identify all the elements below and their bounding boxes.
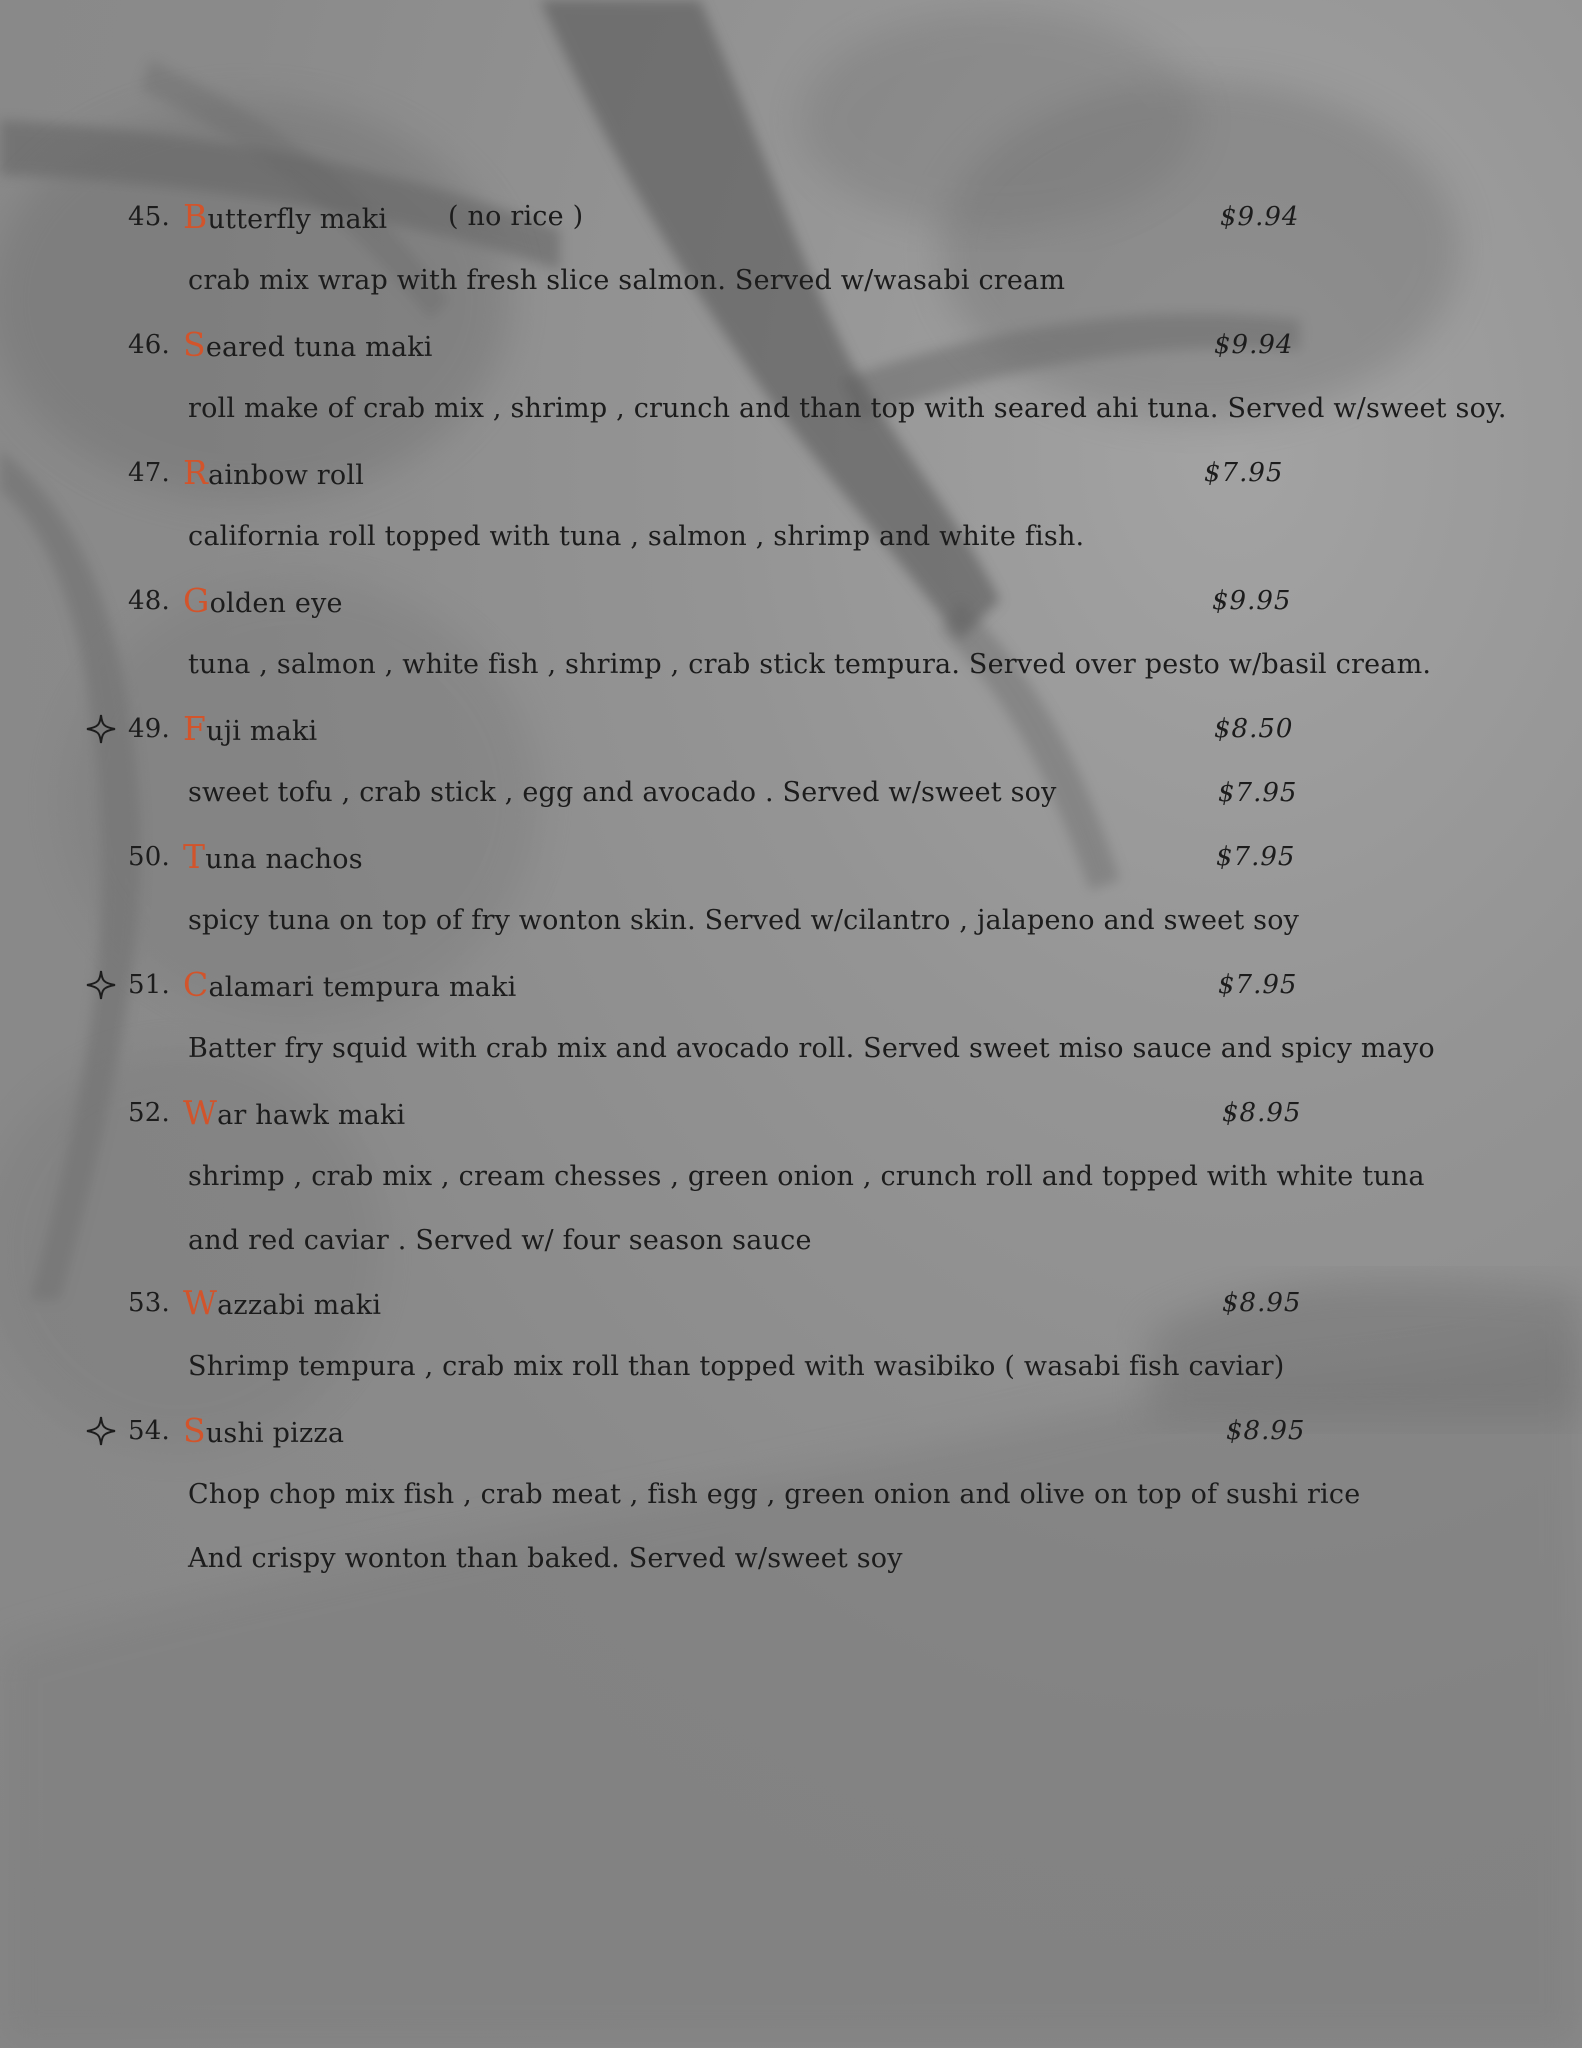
item-price: $9.95	[1212, 586, 1292, 616]
item-name-rest: ushi pizza	[205, 1418, 345, 1449]
item-number: 52.	[128, 1098, 170, 1128]
item-price: $9.94	[1220, 202, 1300, 232]
item-name	[183, 965, 517, 1005]
item-description: tuna , salmon , white fish , shrimp , crab stick tempura. Served over pesto w/basil cream.	[188, 649, 1432, 680]
item-number: 46.	[128, 330, 170, 360]
item-name-rest: ar hawk maki	[217, 1100, 406, 1131]
item-name-rest: una nachos	[205, 844, 363, 875]
item-price: $8.95	[1222, 1288, 1302, 1318]
item-number: 51.	[128, 970, 170, 1000]
item-initial: W	[183, 1093, 218, 1132]
item-price: $8.50	[1214, 714, 1294, 744]
item-name-rest: alamari tempura maki	[208, 972, 517, 1003]
item-initial: S	[183, 325, 206, 364]
item-price: $7.95	[1216, 842, 1296, 872]
item-price: $8.95	[1222, 1098, 1302, 1128]
item-number: 45.	[128, 202, 170, 232]
item-number: 50.	[128, 842, 170, 872]
item-number: 48.	[128, 586, 170, 616]
item-name	[183, 453, 365, 493]
item-initial: T	[183, 837, 206, 876]
item-number: 54.	[128, 1416, 170, 1446]
item-description: sweet tofu , crab stick , egg and avocado . Served w/sweet soy	[188, 777, 1057, 808]
item-number: 47.	[128, 458, 170, 488]
item-price: $7.95	[1204, 458, 1284, 488]
item-price: $9.94	[1214, 330, 1294, 360]
item-initial: F	[183, 709, 207, 748]
item-name	[183, 197, 388, 237]
item-description: Batter fry squid with crab mix and avocado roll. Served sweet miso sauce and spicy mayo	[188, 1033, 1435, 1064]
item-name	[183, 709, 318, 749]
item-number: 49.	[128, 714, 170, 744]
item-description: and red caviar . Served w/ four season sauce	[188, 1225, 812, 1256]
item-description: roll make of crab mix , shrimp , crunch and than top with seared ahi tuna. Served w/sweet soy.	[188, 393, 1507, 424]
item-price: $7.95	[1218, 970, 1298, 1000]
four-point-star-icon	[84, 712, 118, 746]
item-name-rest: ainbow roll	[208, 460, 365, 491]
item-initial: G	[183, 581, 210, 620]
item-name-rest: olden eye	[209, 588, 343, 619]
item-description: crab mix wrap with fresh slice salmon. Served w/wasabi cream	[188, 265, 1066, 296]
item-description: And crispy wonton than baked. Served w/sweet soy	[188, 1543, 903, 1574]
item-description: california roll topped with tuna , salmon , shrimp and white fish.	[188, 521, 1085, 552]
item-initial: B	[183, 197, 208, 236]
item-name	[183, 581, 343, 621]
item-name-rest: eared tuna maki	[205, 332, 433, 363]
item-initial: C	[183, 965, 209, 1004]
item-description: spicy tuna on top of fry wonton skin. Served w/cilantro , jalapeno and sweet soy	[188, 905, 1300, 936]
four-point-star-icon	[84, 1414, 118, 1448]
item-description: Chop chop mix fish , crab meat , fish egg , green onion and olive on top of sushi rice	[188, 1479, 1361, 1510]
item-name-rest: azzabi maki	[217, 1290, 382, 1321]
item-secondary-price: $7.95	[1218, 778, 1298, 808]
item-name	[183, 1411, 345, 1451]
item-initial: W	[183, 1283, 218, 1322]
item-name	[183, 1093, 406, 1133]
four-point-star-icon	[84, 968, 118, 1002]
item-name	[183, 325, 433, 365]
item-name-rest: uji maki	[206, 716, 318, 747]
item-price: $8.95	[1226, 1416, 1306, 1446]
item-name	[183, 837, 363, 877]
item-description: Shrimp tempura , crab mix roll than topped with wasibiko ( wasabi fish caviar)	[188, 1351, 1285, 1382]
item-initial: R	[183, 453, 209, 492]
item-name-rest: utterfly maki	[207, 204, 388, 235]
item-note: ( no rice )	[448, 201, 584, 232]
item-name	[183, 1283, 382, 1323]
item-initial: S	[183, 1411, 206, 1450]
item-description: shrimp , crab mix , cream chesses , green onion , crunch roll and topped with white tuna	[188, 1161, 1425, 1192]
item-number: 53.	[128, 1288, 170, 1318]
